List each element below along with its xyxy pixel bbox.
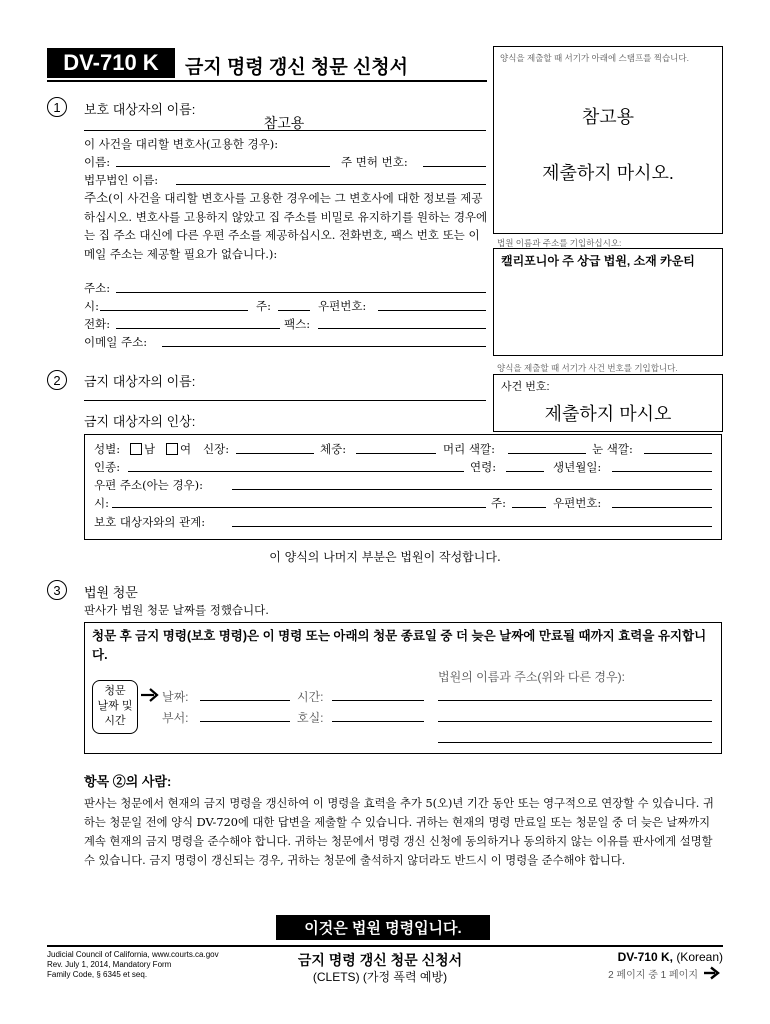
badge-line3: 시간 <box>104 715 126 727</box>
court-name-if-different-label: 법원의 이름과 주소(위와 다른 경우): <box>438 670 625 684</box>
weight-field[interactable] <box>356 453 436 454</box>
city2-label: 시: <box>94 496 109 510</box>
description-heading: 금지 대상자의 인상: <box>84 414 196 429</box>
mail-address-field[interactable] <box>232 489 712 490</box>
height-label: 신장: <box>203 442 230 456</box>
protected-name-value[interactable]: 참고용 <box>263 115 305 131</box>
phone-field[interactable] <box>116 328 280 329</box>
section-2-heading: 금지 대상자의 이름: <box>84 374 196 389</box>
dob-label: 생년월일: <box>553 460 602 474</box>
court-fill-note: 이 양식의 나머지 부분은 법원이 작성합니다. <box>269 550 501 564</box>
court-name-line-1[interactable] <box>438 700 712 701</box>
stamp-line2: 제출하지 마시오. <box>542 163 674 183</box>
zip-field[interactable] <box>378 310 486 311</box>
footer-form-id <box>618 950 723 964</box>
city2-field[interactable] <box>112 507 486 508</box>
footer-left-3: Family Code, § 6345 et seq. <box>47 970 148 979</box>
footer-page: 2 페이지 중 1 페이지 <box>608 970 698 981</box>
lawyer-name-label: 이름: <box>84 155 111 169</box>
case-caption: 양식을 제출할 때 서기가 사건 번호를 기입합니다. <box>497 363 678 373</box>
hair-field[interactable] <box>508 453 586 454</box>
relation-field[interactable] <box>232 526 712 527</box>
court-caption: 법원 이름과 주소를 기입하십시오: <box>497 238 622 248</box>
hearing-dept-field[interactable] <box>200 721 290 722</box>
eye-label: 눈 색깔: <box>592 442 633 456</box>
section-3-subtext: 판사가 법원 청문 날짜를 정했습니다. <box>84 603 269 617</box>
weight-label: 체중: <box>320 442 347 456</box>
header-rule <box>47 80 487 82</box>
zip2-label: 우편번호: <box>553 496 602 510</box>
arrow-right-icon <box>140 687 160 703</box>
city-label: 시: <box>84 299 99 313</box>
hearing-room-field[interactable] <box>332 721 424 722</box>
firm-name-label: 법무법인 이름: <box>84 173 159 187</box>
footer-left-2: Rev. July 1, 2014, Mandatory Form <box>47 960 172 969</box>
dob-field[interactable] <box>612 471 712 472</box>
fax-field[interactable] <box>318 328 486 329</box>
section-3-number: 3 <box>47 580 67 600</box>
zip-label: 우편번호: <box>318 299 367 313</box>
address-note-lead: 주소 <box>84 191 109 205</box>
zip2-field[interactable] <box>612 507 712 508</box>
address-label: 주소: <box>84 281 111 295</box>
eye-field[interactable] <box>644 453 712 454</box>
hair-label: 머리 색깔: <box>443 442 495 456</box>
stamp-caption: 양식을 제출할 때 서기가 아래에 스탬프를 찍습니다. <box>500 53 689 63</box>
female-checkbox[interactable] <box>166 443 178 455</box>
case-number-label: 사건 번호: <box>501 381 550 393</box>
height-field[interactable] <box>236 453 314 454</box>
state-label: 주: <box>256 299 271 313</box>
lawyer-name-field[interactable] <box>116 166 330 167</box>
hearing-date-badge <box>92 680 138 734</box>
male-label: 남 <box>144 442 156 456</box>
item2-person-body: 판사는 청문에서 현재의 금지 명령을 갱신하여 이 명령을 효력을 추가 5(오)년 기간 동안 또는 영구적으로 연장할 수 있습니다. 귀하는 청문일 전에 양식 DV-720에 대한 답변을 제출할 수 있습니다. 귀하는 현재의 명령 만료일 또는 청문일 중 더 늦은 날짜까지 계속 현재의 금지 명령을 준수해야 합니다. 귀하는 청문에서 명령 갱신 신청에 동의하거나 동의하지 않는 이유를 판사에게 설명할 수 있습니다. 금지 명령이 갱신되는 경우, 귀하는 청문에 출석하지 않더라도 반드시 이 명령을 준수해야 합니다. <box>84 797 714 867</box>
court-order-banner: 이것은 법원 명령입니다. <box>304 920 462 937</box>
address-note-text: (이 사건을 대리할 변호사를 고용한 경우에는 그 변호사에 대한 정보를 제공하십시오. 변호사를 고용하지 않았고 집 주소를 비밀로 유지하기를 원하는 경우에는 집 주소 대신에 다른 우편 주소를 제공하십시오. 전화번호, 팩스 번호 또는 이메일 주소는 제공할 필요가 없습니다.): <box>84 191 488 261</box>
sex-label: 성별: <box>94 442 121 456</box>
email-field[interactable] <box>162 346 486 347</box>
email-label: 이메일 주소: <box>84 335 148 349</box>
section-3-heading: 법원 청문 <box>84 585 138 600</box>
court-name-line-2[interactable] <box>438 721 712 722</box>
section-1-number: 1 <box>47 97 67 117</box>
footer-form-code: DV-710 K, <box>617 950 673 964</box>
badge-line2: 날짜 및 <box>97 700 133 712</box>
hearing-dept-label: 부서: <box>162 711 189 725</box>
female-label: 여 <box>180 442 192 456</box>
male-checkbox[interactable] <box>130 443 142 455</box>
phone-label: 전화: <box>84 317 111 331</box>
state-field[interactable] <box>278 310 310 311</box>
badge-line1: 청문 <box>104 685 126 697</box>
footer-rule <box>47 945 723 947</box>
mail-address-label: 우편 주소(아는 경우): <box>94 478 204 492</box>
address-instructions <box>84 189 488 263</box>
restrained-name-field[interactable] <box>84 400 486 401</box>
section-2-number: 2 <box>47 370 67 390</box>
state2-label: 주: <box>491 496 506 510</box>
court-name-text: 캘리포니아 주 상급 법원, 소재 카운티 <box>501 254 695 268</box>
race-label: 인종: <box>94 460 121 474</box>
hearing-box-bold: 청문 후 금지 명령(보호 명령)은 이 명령 또는 아래의 청문 종료일 중 더 늦은 날짜에 만료될 때까지 효력을 유지합니다. <box>92 629 707 662</box>
footer-title: 금지 명령 갱신 청문 신청서 <box>297 952 463 968</box>
age-label: 연령: <box>470 460 497 474</box>
hearing-time-field[interactable] <box>332 700 424 701</box>
hearing-time-label: 시간: <box>297 690 324 704</box>
relation-label: 보호 대상자와의 관계: <box>94 515 206 529</box>
form-title: 금지 명령 갱신 청문 신청서 <box>185 57 409 78</box>
address-field[interactable] <box>116 292 486 293</box>
city-field[interactable] <box>100 310 248 311</box>
hearing-date-field[interactable] <box>200 700 290 701</box>
state2-field[interactable] <box>512 507 546 508</box>
stamp-line1: 참고용 <box>581 107 635 127</box>
section-1-heading: 보호 대상자의 이름: <box>84 102 196 117</box>
bar-number-label: 주 면허 번호: <box>341 155 408 169</box>
next-page-arrow-icon <box>703 966 721 980</box>
court-name-line-3[interactable] <box>438 742 712 743</box>
firm-name-field[interactable] <box>176 184 486 185</box>
bar-number-field[interactable] <box>423 166 486 167</box>
footer-left-1: Judicial Council of California, www.courts.ca.gov <box>47 950 219 959</box>
item2-person-heading: 항목 ②의 사람: <box>84 774 172 789</box>
hearing-room-label: 호실: <box>297 711 324 725</box>
hearing-date-label: 날짜: <box>162 690 189 704</box>
footer-lang: (Korean) <box>676 950 723 964</box>
lawyer-intro: 이 사건을 대리할 변호사(고용한 경우): <box>84 137 279 151</box>
protected-name-line <box>84 130 486 131</box>
race-field[interactable] <box>128 471 464 472</box>
clerk-stamp-box <box>493 46 723 234</box>
footer-subtitle: (CLETS) (가정 폭력 예방) <box>312 970 448 984</box>
form-code: DV-710 K <box>63 50 159 75</box>
case-number-value: 제출하지 마시오 <box>544 404 672 424</box>
age-field[interactable] <box>506 471 544 472</box>
fax-label: 팩스: <box>284 317 311 331</box>
